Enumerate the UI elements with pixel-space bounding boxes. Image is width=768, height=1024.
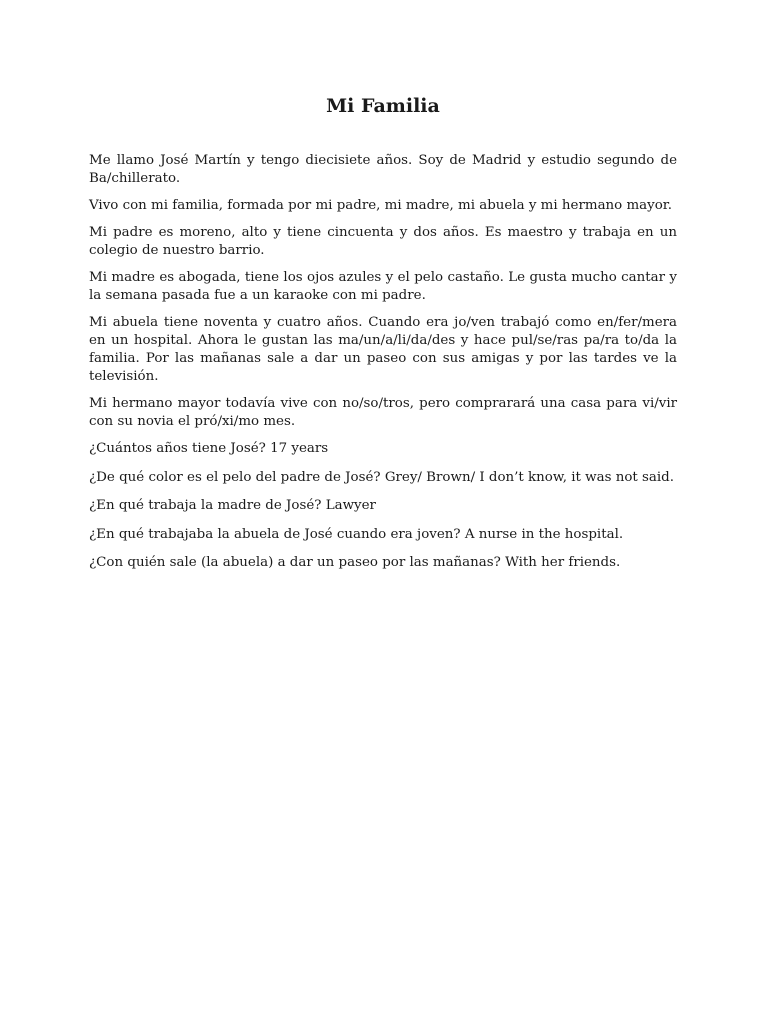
question-text: ¿Con quién sale (la abuela) a dar un paseo por las mañanas? bbox=[89, 555, 501, 570]
paragraph-father: Mi padre es moreno, alto y tiene cincuenta y dos años. Es maestro y trabaja en un colegio de nuestro barrio. bbox=[89, 225, 677, 258]
document-title: Mi Familia bbox=[326, 95, 440, 117]
question-answer-item bbox=[89, 440, 677, 459]
question-answer-item bbox=[89, 526, 677, 545]
paragraph-introduction: Me llamo José Martín y tengo diecisiete años. Soy de Madrid y estudio segundo de Ba/chillerato. bbox=[89, 153, 677, 186]
answer-text: With her friends. bbox=[505, 555, 621, 570]
answer-text: Grey/ Brown/ I don’t know, it was not said. bbox=[384, 469, 675, 485]
answer-text: Lawyer bbox=[325, 498, 376, 513]
answer-text: A nurse in the hospital. bbox=[464, 526, 624, 542]
question-text: ¿En qué trabaja la madre de José? bbox=[89, 498, 322, 513]
document-body bbox=[89, 152, 677, 573]
paragraph-brother: Mi hermano mayor todavía vive con no/so/tros, pero comprarará una casa para vi/vir con su novia el pró/xi/mo mes. bbox=[89, 396, 677, 429]
question-answer-item bbox=[89, 554, 677, 573]
question-text: ¿De qué color es el pelo del padre de José? bbox=[89, 469, 381, 485]
question-answer-item bbox=[89, 469, 677, 488]
question-text: ¿En qué trabajaba la abuela de José cuando era joven? bbox=[89, 526, 461, 542]
answer-text: 17 years bbox=[270, 441, 329, 456]
paragraph-grandmother: Mi abuela tiene noventa y cuatro años. Cuando era jo/ven trabajó como en/fer/mera en un hospital. Ahora le gustan las ma/un/a/li/da/des y hace pul/se/ras pa/ra to/da la familia. Por las mañanas sale a dar un paseo con sus amigas y por las tardes ve la televisión. bbox=[89, 315, 677, 384]
question-text: ¿Cuántos años tiene José? bbox=[89, 441, 266, 456]
paragraph-mother: Mi madre es abogada, tiene los ojos azules y el pelo castaño. Le gusta mucho cantar y la semana pasada fue a un karaoke con mi padre. bbox=[89, 270, 677, 303]
document-page bbox=[89, 0, 677, 583]
question-answer-item bbox=[89, 497, 677, 516]
paragraph-family: Vivo con mi familia, formada por mi padre, mi madre, mi abuela y mi hermano mayor. bbox=[89, 198, 672, 213]
